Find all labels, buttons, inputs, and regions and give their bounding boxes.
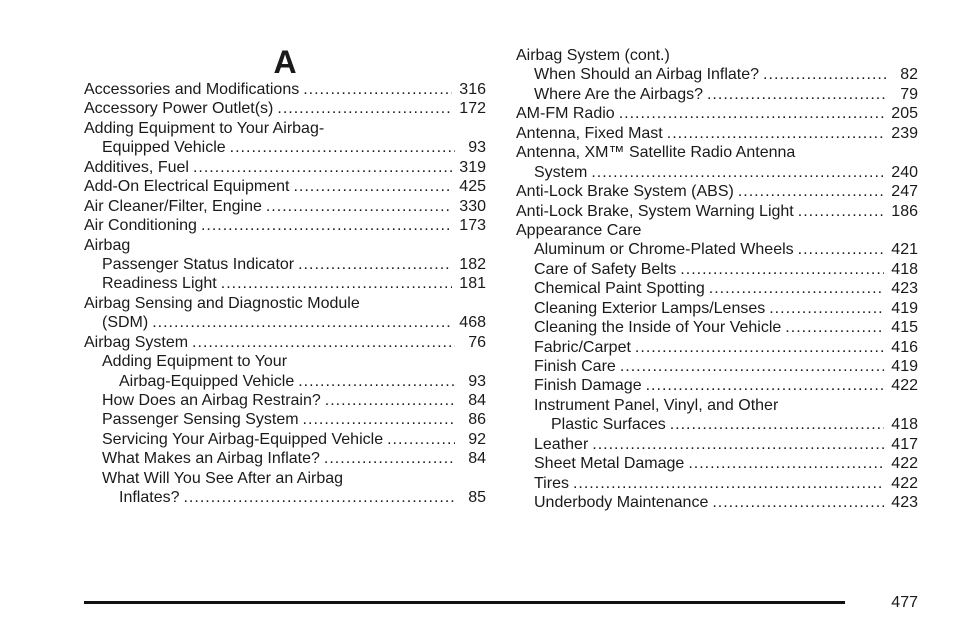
index-entry-text: When Should an Airbag Inflate? bbox=[534, 66, 760, 84]
dot-leader bbox=[152, 313, 452, 332]
index-entry-text: Care of Safety Belts bbox=[534, 260, 677, 278]
index-entry-text: How Does an Airbag Restrain? bbox=[102, 392, 321, 409]
index-entry-page: 86 bbox=[468, 411, 486, 429]
dot-leader bbox=[707, 85, 887, 104]
dot-leader bbox=[763, 65, 887, 84]
index-entry-page: 417 bbox=[891, 435, 918, 453]
index-entry-page: 82 bbox=[900, 66, 918, 84]
dot-leader bbox=[646, 376, 885, 395]
index-entry bbox=[516, 104, 918, 123]
index-entry bbox=[84, 372, 486, 391]
index-entry-page: 419 bbox=[891, 299, 918, 317]
index-entry bbox=[516, 474, 918, 493]
index-column-right bbox=[516, 46, 918, 513]
index-entry-text: Cleaning Exterior Lamps/Lenses bbox=[534, 299, 766, 317]
dot-leader bbox=[298, 255, 452, 274]
footer-rule bbox=[84, 601, 845, 604]
index-entry-text: Airbag bbox=[84, 236, 131, 254]
index-entry bbox=[516, 299, 918, 318]
index-entry-page: 239 bbox=[891, 124, 918, 142]
index-entry-page: 93 bbox=[468, 372, 486, 390]
dot-leader bbox=[183, 488, 455, 507]
dot-leader bbox=[592, 435, 884, 454]
index-entry-text: Servicing Your Airbag-Equipped Vehicle bbox=[102, 430, 384, 448]
index-entry-page: 422 bbox=[891, 474, 918, 492]
index-entry-text: Antenna, XM™ Satellite Radio Antenna bbox=[516, 144, 796, 162]
index-entry-text: Aluminum or Chrome-Plated Wheels bbox=[534, 241, 794, 259]
dot-leader bbox=[303, 410, 455, 429]
dot-leader bbox=[670, 415, 885, 434]
index-entry bbox=[516, 415, 918, 434]
dot-leader bbox=[266, 197, 452, 216]
index-entry bbox=[84, 352, 486, 371]
index-entry bbox=[84, 391, 486, 410]
dot-leader bbox=[688, 454, 884, 473]
dot-leader bbox=[680, 260, 884, 279]
index-entry-page: 418 bbox=[891, 260, 918, 278]
index-entry-text: Antenna, Fixed Mast bbox=[516, 124, 663, 142]
index-column-left bbox=[84, 80, 486, 508]
section-letter: A bbox=[273, 44, 297, 80]
index-entry-text: Chemical Paint Spotting bbox=[534, 280, 705, 298]
index-entry bbox=[84, 333, 486, 352]
index-entry bbox=[84, 469, 486, 488]
index-entry-text: Accessories and Modifications bbox=[84, 81, 300, 98]
index-entry-page: 421 bbox=[891, 241, 918, 259]
index-entry-page: 181 bbox=[459, 275, 486, 293]
index-entry-text: Equipped Vehicle bbox=[102, 139, 226, 157]
dot-leader bbox=[635, 338, 884, 357]
dot-leader bbox=[324, 449, 455, 468]
dot-leader bbox=[230, 138, 455, 157]
index-entry bbox=[516, 163, 918, 182]
index-entry bbox=[516, 124, 918, 143]
index-entry bbox=[84, 294, 486, 313]
index-entry-page: 419 bbox=[891, 358, 918, 375]
index-entry-page: 205 bbox=[891, 105, 918, 123]
index-entry-text: Fabric/Carpet bbox=[534, 338, 631, 356]
index-entry bbox=[516, 260, 918, 279]
index-entry bbox=[516, 221, 918, 240]
index-entry-page: 240 bbox=[891, 163, 918, 181]
index-entry bbox=[516, 454, 918, 473]
index-entry bbox=[84, 99, 486, 118]
index-entry bbox=[84, 313, 486, 332]
index-entry-text: Readiness Light bbox=[102, 275, 217, 293]
index-entry-text: Airbag Sensing and Diagnostic Module bbox=[84, 294, 360, 312]
index-entry-page: 173 bbox=[459, 217, 486, 235]
index-entry-text: (SDM) bbox=[102, 314, 149, 332]
index-entry bbox=[84, 158, 486, 177]
index-entry bbox=[84, 488, 486, 507]
index-entry bbox=[516, 357, 918, 376]
index-entry bbox=[84, 274, 486, 293]
index-entry bbox=[84, 449, 486, 468]
index-entry-text: Add-On Electrical Equipment bbox=[84, 178, 290, 196]
index-entry-text: Airbag-Equipped Vehicle bbox=[119, 372, 295, 390]
index-entry-text: Leather bbox=[534, 435, 589, 453]
index-entry-page: 172 bbox=[459, 100, 486, 118]
dot-leader bbox=[573, 474, 884, 493]
index-entry bbox=[84, 410, 486, 429]
index-entry bbox=[516, 376, 918, 395]
index-entry bbox=[516, 143, 918, 162]
index-entry bbox=[84, 430, 486, 449]
index-entry-text: Tires bbox=[534, 474, 569, 492]
index-entry-text: Airbag System bbox=[84, 333, 189, 351]
index-entry bbox=[516, 396, 918, 415]
index-entry-text: What Will You See After an Airbag bbox=[102, 469, 344, 487]
index-entry-page: 76 bbox=[468, 333, 486, 351]
index-entry-page: 422 bbox=[891, 455, 918, 473]
dot-leader bbox=[709, 279, 885, 298]
index-entry-page: 247 bbox=[891, 183, 918, 201]
index-entry-page: 415 bbox=[891, 319, 918, 337]
page-number: 477 bbox=[891, 594, 918, 611]
dot-leader bbox=[619, 104, 885, 123]
dot-leader bbox=[192, 333, 455, 352]
index-entry bbox=[516, 435, 918, 454]
index-entry-text: Anti-Lock Brake, System Warning Light bbox=[516, 202, 794, 220]
dot-leader bbox=[303, 80, 452, 99]
index-entry-page: 319 bbox=[459, 158, 486, 176]
index-entry-page: 316 bbox=[459, 81, 486, 98]
index-entry-page: 186 bbox=[891, 202, 918, 220]
index-entry-text: Additives, Fuel bbox=[84, 158, 189, 176]
index-entry-page: 423 bbox=[891, 494, 918, 512]
dot-leader bbox=[798, 202, 885, 221]
index-entry-page: 425 bbox=[459, 178, 486, 196]
index-entry-page: 93 bbox=[468, 139, 486, 157]
index-entry-text: AM-FM Radio bbox=[516, 105, 615, 123]
dot-leader bbox=[201, 216, 452, 235]
index-entry bbox=[516, 65, 918, 84]
dot-leader bbox=[221, 274, 453, 293]
index-entry-text: Finish Care bbox=[534, 358, 616, 375]
index-entry-text: Cleaning the Inside of Your Vehicle bbox=[534, 319, 782, 337]
index-entry bbox=[84, 119, 486, 138]
index-entry-text: System bbox=[534, 163, 588, 181]
index-entry bbox=[84, 197, 486, 216]
index-entry-page: 423 bbox=[891, 280, 918, 298]
index-entry-text: What Makes an Airbag Inflate? bbox=[102, 450, 320, 468]
index-entry-text: Air Cleaner/Filter, Engine bbox=[84, 197, 262, 215]
dot-leader bbox=[193, 158, 452, 177]
index-entry-text: Passenger Sensing System bbox=[102, 411, 299, 429]
index-entry-text: Airbag System (cont.) bbox=[516, 47, 670, 64]
index-entry bbox=[516, 338, 918, 357]
dot-leader bbox=[798, 240, 885, 259]
index-entry-page: 79 bbox=[900, 85, 918, 103]
index-entry-page: 330 bbox=[459, 197, 486, 215]
index-entry-page: 92 bbox=[468, 430, 486, 448]
index-entry-text: Appearance Care bbox=[516, 221, 642, 239]
index-entry-page: 84 bbox=[468, 450, 486, 468]
index-entry bbox=[84, 236, 486, 255]
dot-leader bbox=[325, 391, 455, 410]
dot-leader bbox=[620, 357, 884, 376]
index-entry bbox=[516, 240, 918, 259]
index-entry bbox=[516, 46, 918, 65]
index-entry-text: Air Conditioning bbox=[84, 217, 197, 235]
index-entry-page: 416 bbox=[891, 338, 918, 356]
index-entry-page: 85 bbox=[468, 489, 486, 507]
dot-leader bbox=[667, 124, 885, 143]
index-entry-page: 182 bbox=[459, 255, 486, 273]
index-entry-page: 418 bbox=[891, 416, 918, 434]
index-entry bbox=[516, 202, 918, 221]
index-entry-text: Passenger Status Indicator bbox=[102, 255, 295, 273]
index-entry bbox=[84, 216, 486, 235]
index-entry bbox=[516, 318, 918, 337]
index-entry bbox=[84, 255, 486, 274]
index-entry-text: Underbody Maintenance bbox=[534, 494, 709, 512]
index-entry-page: 84 bbox=[468, 392, 486, 409]
index-entry bbox=[516, 182, 918, 201]
index-entry-text: Adding Equipment to Your Airbag- bbox=[84, 119, 325, 137]
index-entry bbox=[516, 279, 918, 298]
index-entry-text: Instrument Panel, Vinyl, and Other bbox=[534, 396, 779, 414]
dot-leader bbox=[277, 99, 452, 118]
index-entry bbox=[84, 80, 486, 99]
index-entry bbox=[84, 138, 486, 157]
index-entry-text: Plastic Surfaces bbox=[551, 416, 666, 434]
dot-leader bbox=[293, 177, 452, 196]
index-entry-text: Accessory Power Outlet(s) bbox=[84, 100, 274, 118]
index-entry bbox=[84, 177, 486, 196]
dot-leader bbox=[738, 182, 884, 201]
dot-leader bbox=[785, 318, 884, 337]
index-entry-page: 468 bbox=[459, 314, 486, 332]
dot-leader bbox=[591, 163, 884, 182]
index-entry-text: Inflates? bbox=[119, 489, 180, 507]
dot-leader bbox=[769, 299, 884, 318]
index-entry bbox=[516, 85, 918, 104]
index-entry-page: 422 bbox=[891, 377, 918, 395]
index-entry bbox=[516, 493, 918, 512]
index-entry-text: Adding Equipment to Your bbox=[102, 353, 288, 371]
dot-leader bbox=[387, 430, 455, 449]
index-entry-text: Finish Damage bbox=[534, 377, 642, 395]
index-entry-text: Sheet Metal Damage bbox=[534, 455, 685, 473]
index-entry-text: Anti-Lock Brake System (ABS) bbox=[516, 183, 734, 201]
index-entry-text: Where Are the Airbags? bbox=[534, 85, 703, 103]
dot-leader bbox=[298, 372, 455, 391]
dot-leader bbox=[712, 493, 884, 512]
